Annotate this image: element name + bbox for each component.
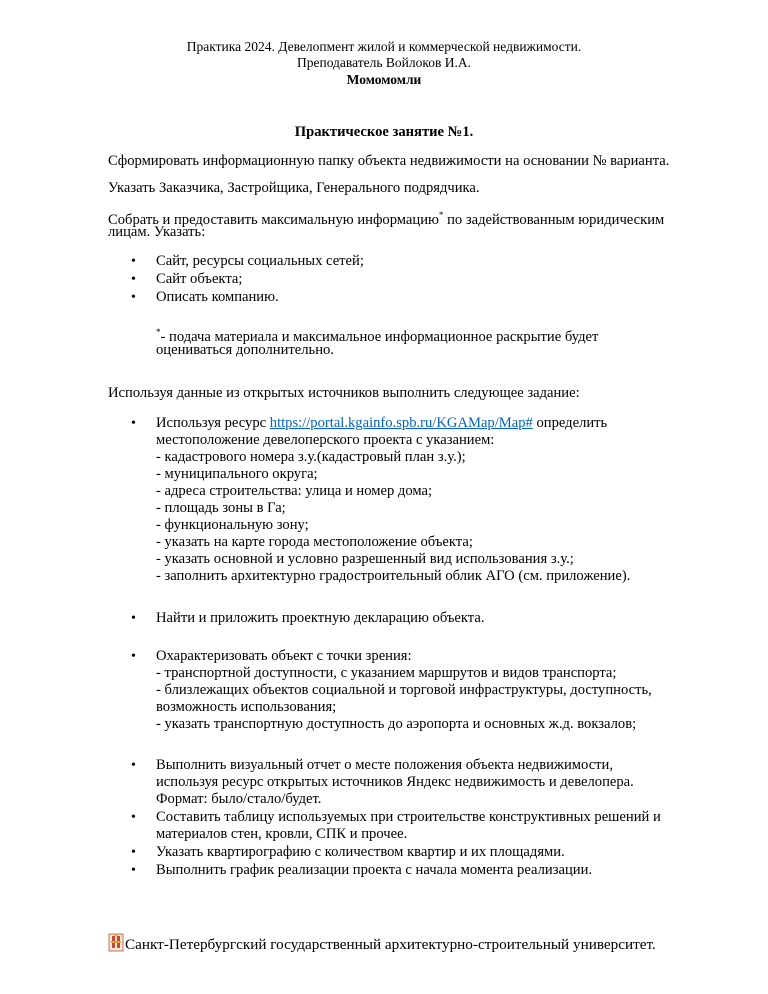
task-4-line: Выполнить визуальный отчет о месте положения объекта недвижимости,	[156, 757, 614, 773]
task-1-suffix: определить	[532, 415, 608, 431]
list-item: Сайт, ресурсы социальных сетей;	[156, 253, 364, 269]
university-logo-icon	[108, 932, 124, 952]
intro-paragraph-2: Указать Заказчика, Застройщика, Генерального подрядчика.	[108, 180, 480, 196]
page-title: Практическое занятие №1.	[294, 124, 474, 140]
footnote-mark: *	[438, 210, 444, 220]
bullet-icon: •	[131, 810, 136, 825]
task-5-line: материалов стен, кровли, СПК и прочее.	[156, 826, 408, 842]
task-1-line: - муниципального округа;	[156, 466, 318, 482]
task-1-line-1	[156, 415, 607, 432]
task-1-line: - кадастрового номера з.у.(кадастровый план з.у.);	[156, 449, 466, 465]
task-3-line: - указать транспортную доступность до аэропорта и основных ж.д. вокзалов;	[156, 716, 637, 732]
intro-paragraph-3-cont: лицам. Указать:	[108, 224, 206, 240]
bullet-icon: •	[131, 272, 136, 287]
list-item: Описать компанию.	[156, 289, 279, 305]
bullet-icon: •	[131, 649, 136, 664]
bullet-icon: •	[131, 845, 136, 860]
bullet-icon: •	[131, 863, 136, 878]
footnote-mark: *	[156, 327, 161, 337]
task-1-line: - адреса строительства: улица и номер дома;	[156, 483, 433, 499]
bullet-icon: •	[131, 758, 136, 773]
header-teacher: Преподаватель Войлоков И.А.	[296, 55, 472, 70]
task-6: Указать квартирографию с количеством квартир и их площадями.	[156, 844, 565, 860]
bullet-icon: •	[131, 416, 136, 431]
task-5-line: Составить таблицу используемых при строительстве конструктивных решений и	[156, 809, 661, 825]
task-1-line: - указать на карте города местоположение объекта;	[156, 534, 473, 550]
intro-paragraph-3-text: Собрать и предоставить максимальную информацию	[108, 212, 439, 228]
task-3-line: возможность использования;	[156, 699, 337, 715]
task-1-line: - функциональную зону;	[156, 517, 309, 533]
footnote-text: - подача материала и максимальное информационное раскрытие будет	[160, 329, 599, 345]
task-1-prefix: Используя ресурс	[156, 415, 270, 431]
task-2: Найти и приложить проектную декларацию объекта.	[156, 610, 485, 626]
footnote-line-2: оцениваться дополнительно.	[156, 342, 334, 358]
task-1-line: - указать основной и условно разрешенный вид использования з.у.;	[156, 551, 574, 567]
task-3-line: - близлежащих объектов социальной и торговой инфраструктуры, доступность,	[156, 682, 652, 698]
task-intro: Используя данные из открытых источников выполнить следующее задание:	[108, 385, 580, 401]
task-1-line: местоположение девелоперского проекта с указанием:	[156, 432, 495, 448]
footer-university: Санкт-Петербургский государственный архитектурно-строительный университет.	[125, 936, 656, 953]
kgainfo-map-link[interactable]: https://portal.kgainfo.spb.ru/KGAMap/Map#	[269, 415, 533, 431]
intro-paragraph-1: Сформировать информационную папку объекта недвижимости на основании № варианта.	[108, 153, 670, 169]
bullet-icon: •	[131, 254, 136, 269]
task-1-line: - заполнить архитектурно градостроительный облик АГО (см. приложение).	[156, 568, 631, 584]
task-7: Выполнить график реализации проекта с начала момента реализации.	[156, 862, 593, 878]
task-4-line: используя ресурс открытых источников Яндекс недвижимость и девелопера.	[156, 774, 634, 790]
intro-paragraph-3-tail: по задействованным юридическим	[443, 212, 665, 228]
bullet-icon: •	[131, 611, 136, 626]
task-3-line: Охарактеризовать объект с точки зрения:	[156, 648, 412, 664]
list-item: Сайт объекта;	[156, 271, 243, 287]
header-course: Практика 2024. Девелопмент жилой и коммерческой недвижимости.	[186, 39, 582, 54]
task-1-line: - площадь зоны в Га;	[156, 500, 286, 516]
task-3-line: - транспортной доступности, с указанием маршрутов и видов транспорта;	[156, 665, 617, 681]
header-student: Момомомли	[346, 72, 422, 87]
task-4-line: Формат: было/стало/будет.	[156, 791, 322, 807]
bullet-icon: •	[131, 290, 136, 305]
